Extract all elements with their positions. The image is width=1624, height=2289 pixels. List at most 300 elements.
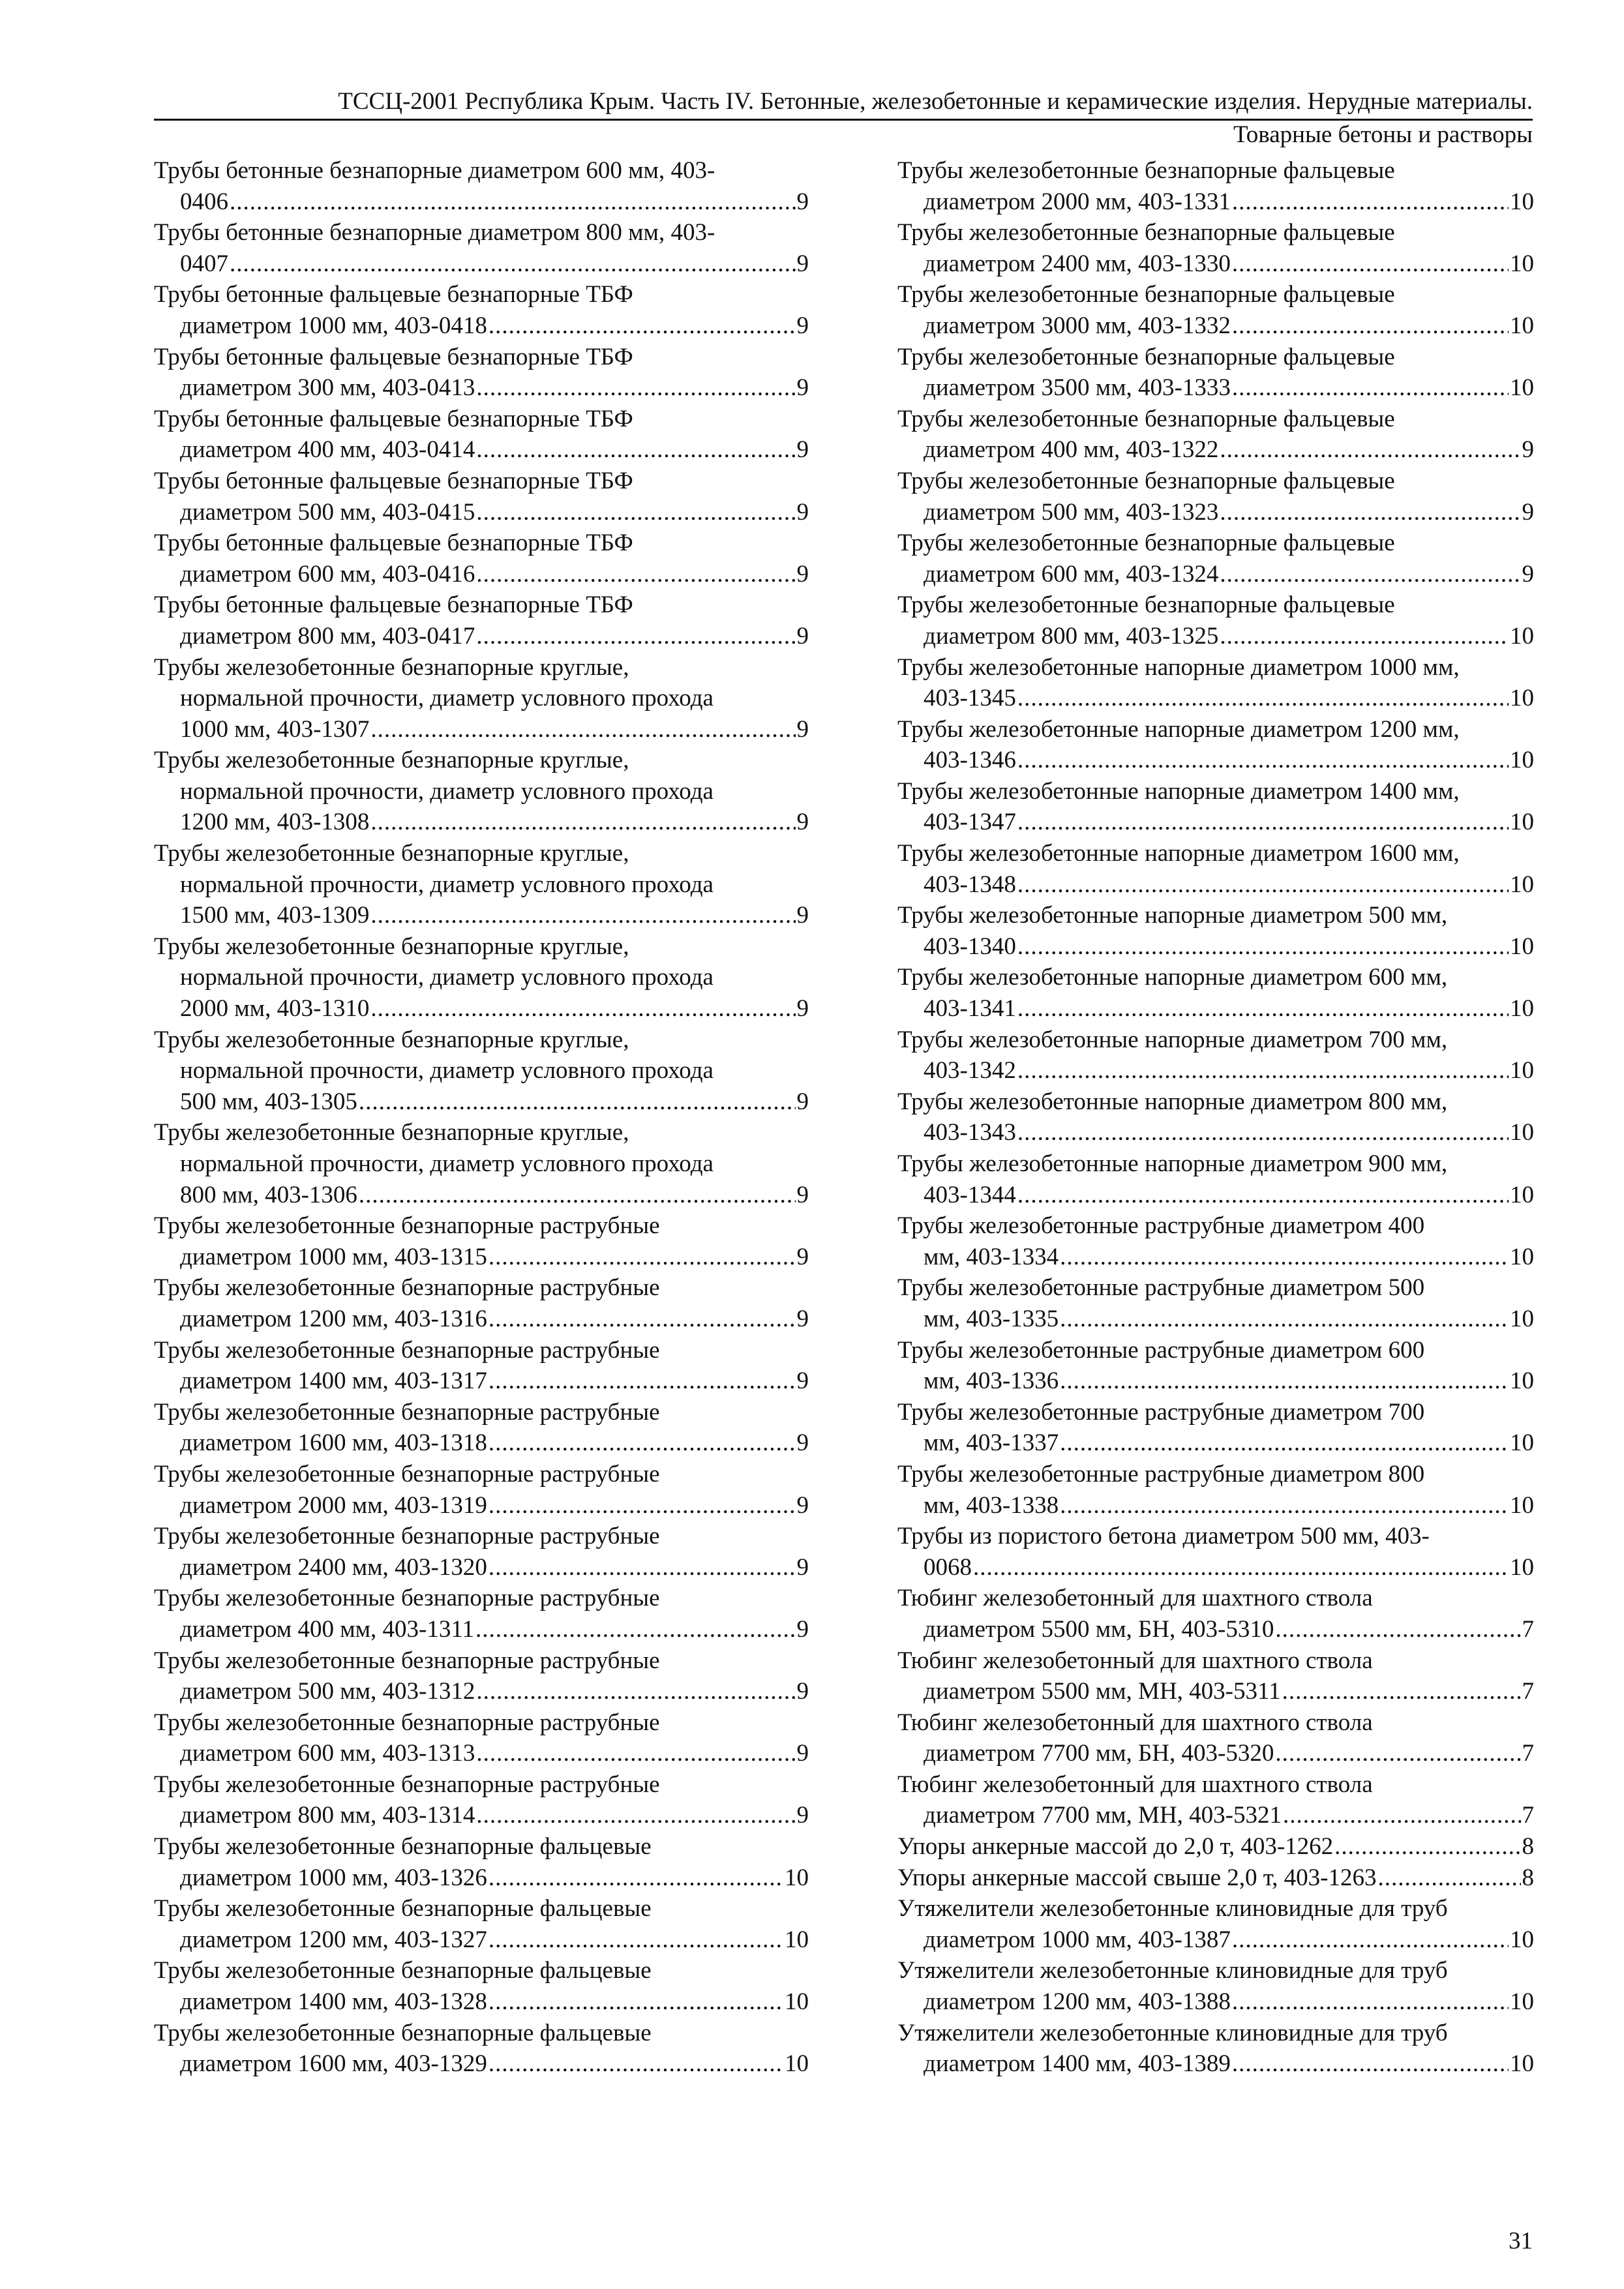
entry-text-line: диаметром 3500 мм, 403-1333 [924, 374, 1231, 402]
entry-leader-line [897, 1304, 1534, 1335]
entry-text-line: диаметром 2400 мм, 403-1320 [180, 1553, 487, 1581]
entry-leader-line [897, 807, 1534, 838]
index-entry [897, 1397, 1534, 1459]
entry-text-line: Трубы железобетонные безнапорные фальцевые [897, 281, 1395, 308]
entry-leader-line [154, 310, 809, 342]
entry-text-line: Трубы железобетонные безнапорные круглые, [154, 653, 629, 681]
entry-text-line: Трубы железобетонные безнапорные фальцевые [897, 530, 1395, 557]
entry-page-number: 9 [796, 1243, 809, 1270]
index-entry [154, 652, 809, 745]
entry-text-line: нормальной прочности, диаметр условного прохода [180, 871, 714, 898]
entry-leader-line [897, 1117, 1534, 1148]
index-entry [897, 1831, 1534, 1863]
dot-leader [1017, 1055, 1509, 1086]
entry-leader-line [154, 714, 809, 745]
entry-leader-line [154, 2048, 809, 2080]
entry-page-number: 10 [1510, 1305, 1534, 1332]
dot-leader [1017, 1117, 1509, 1148]
entry-page-number: 10 [1510, 1368, 1534, 1395]
entry-text-line: Трубы бетонные фальцевые безнапорные ТБФ [154, 530, 633, 557]
dot-leader [230, 187, 796, 218]
entry-leader-line [154, 1242, 809, 1273]
dot-leader [489, 1986, 783, 2018]
dot-leader [1060, 1304, 1509, 1335]
entry-text-line: 403-1344 [924, 1181, 1016, 1208]
dot-leader [476, 434, 795, 466]
entry-text-line: Трубы железобетонные напорные диаметром 1600 мм, [897, 840, 1460, 867]
entry-page-number: 9 [1522, 560, 1534, 588]
entry-text-line: Тюбинг железобетонный для шахтного ствола [897, 1771, 1373, 1798]
entry-text-line: Трубы железобетонные напорные диаметром 1000 мм, [897, 653, 1460, 681]
entry-text-line: Трубы железобетонные безнапорные круглые, [154, 1119, 629, 1146]
dot-leader [1232, 2048, 1509, 2080]
entry-leader-line [154, 248, 809, 280]
index-entry [897, 528, 1534, 590]
entry-text-line: Трубы железобетонные безнапорные раструбные [154, 1212, 660, 1240]
entry-text-line: 403-1345 [924, 685, 1016, 712]
index-entry [154, 279, 809, 341]
entry-leader-line [897, 621, 1534, 652]
index-entry [154, 1831, 809, 1893]
entry-leader-line [154, 559, 809, 590]
entry-text-line: диаметром 600 мм, 403-1324 [924, 560, 1219, 588]
entry-text-line: Трубы железобетонные безнапорные фальцевые [154, 1895, 652, 1922]
entry-text-line: 1500 мм, 403-1309 [180, 902, 370, 929]
dot-leader [1220, 497, 1520, 528]
entry-page-number: 7 [1522, 1678, 1534, 1705]
dot-leader [1220, 559, 1520, 590]
entry-page-number: 10 [1510, 685, 1534, 712]
index-entry [897, 1521, 1534, 1583]
entry-page-number: 9 [796, 995, 809, 1023]
index-entry [154, 528, 809, 590]
dot-leader [489, 1366, 796, 1397]
index-entry [897, 2018, 1534, 2080]
entry-page-number: 9 [796, 498, 809, 526]
index-entry [154, 838, 809, 931]
entry-text-line: диаметром 400 мм, 403-1322 [924, 436, 1219, 464]
entry-text-line: Тюбинг железобетонный для шахтного ствола [897, 1585, 1373, 1612]
entry-text-line: Упоры анкерные массой до 2,0 т, 403-1262 [897, 1833, 1334, 1861]
index-entry [154, 1955, 809, 2017]
entry-leader-line [897, 1180, 1534, 1211]
entry-leader-line [897, 745, 1534, 776]
entry-text-line: 403-1342 [924, 1057, 1016, 1085]
entry-text-line: Трубы железобетонные безнапорные раструбные [154, 1771, 660, 1798]
entry-page-number: 9 [796, 560, 809, 588]
entry-leader-line [154, 1428, 809, 1459]
entry-text-line: диаметром 3000 мм, 403-1332 [924, 312, 1231, 339]
entry-page-number: 9 [796, 1553, 809, 1581]
entry-page-number: 10 [1510, 1553, 1534, 1581]
entry-leader-line [154, 1986, 809, 2018]
entry-page-number: 10 [1510, 312, 1534, 339]
entry-text-line: диаметром 1600 мм, 403-1318 [180, 1429, 487, 1457]
entry-text-line: Трубы железобетонные безнапорные раструбные [154, 1398, 660, 1426]
entry-text-line: Трубы железобетонные безнапорные круглые, [154, 933, 629, 960]
entry-page-number: 9 [796, 250, 809, 277]
dot-leader [476, 497, 795, 528]
index-entry [897, 652, 1534, 714]
entry-text-line: Трубы бетонные безнапорные диаметром 600 мм, 403- [154, 157, 715, 184]
entry-leader-line [897, 1242, 1534, 1273]
entry-leader-line [154, 187, 809, 218]
entry-text-line: 0407 [180, 250, 228, 277]
entry-text-line: Утяжелители железобетонные клиновидные для труб [897, 1957, 1448, 1984]
index-entry [897, 1210, 1534, 1272]
header-subtitle: Товарные бетоны и растворы [1233, 121, 1533, 148]
dot-leader [1017, 993, 1509, 1025]
entry-leader-line [897, 372, 1534, 404]
entry-text-line: мм, 403-1337 [924, 1429, 1059, 1457]
dot-leader [1275, 1738, 1520, 1769]
entry-text-line: Трубы железобетонные раструбные диаметром 800 [897, 1460, 1425, 1488]
dot-leader [475, 1614, 796, 1645]
entry-text-line: 500 мм, 403-1305 [180, 1088, 357, 1115]
entry-page-number: 9 [796, 1305, 809, 1332]
dot-leader [489, 310, 796, 342]
entry-page-number: 7 [1522, 1740, 1534, 1767]
entry-text-line: Трубы железобетонные безнапорные фальцевые [897, 219, 1395, 247]
entry-text-line: 403-1341 [924, 995, 1016, 1023]
entry-leader-line [897, 187, 1534, 218]
entry-text-line: Трубы железобетонные безнапорные раструбные [154, 1585, 660, 1612]
dot-leader [973, 1552, 1509, 1583]
dot-leader [1017, 931, 1509, 963]
entry-page-number: 9 [796, 1429, 809, 1457]
entry-text-line: 800 мм, 403-1306 [180, 1181, 357, 1208]
entry-leader-line [154, 807, 809, 838]
entry-leader-line [897, 559, 1534, 590]
entry-text-line: Упоры анкерные массой свыше 2,0 т, 403-1263 [897, 1864, 1377, 1891]
dot-leader [1283, 1800, 1521, 1831]
entry-text-line: нормальной прочности, диаметр условного прохода [180, 685, 714, 712]
entry-text-line: Трубы из пористого бетона диаметром 500 мм, 403- [897, 1523, 1430, 1550]
entry-page-number: 10 [785, 1926, 809, 1953]
index-entry [154, 404, 809, 466]
index-entry [154, 931, 809, 1025]
index-entry [154, 217, 809, 279]
entry-text-line: диаметром 2000 мм, 403-1331 [924, 188, 1231, 215]
dot-leader [230, 248, 796, 280]
entry-text-line: Трубы железобетонные безнапорные фальцевые [154, 1957, 652, 1984]
entry-leader-line [897, 1490, 1534, 1521]
entry-text-line: 2000 мм, 403-1310 [180, 995, 370, 1023]
entry-leader-line [154, 372, 809, 404]
entry-text-line: Трубы железобетонные безнапорные круглые, [154, 840, 629, 867]
entry-text-line: Трубы железобетонные напорные диаметром 900 мм, [897, 1150, 1448, 1177]
entry-text-line: диаметром 1200 мм, 403-1316 [180, 1305, 487, 1332]
entry-text-line: Тюбинг железобетонный для шахтного ствола [897, 1709, 1373, 1736]
entry-page-number: 7 [1522, 1615, 1534, 1643]
entry-text-line: 403-1340 [924, 933, 1016, 960]
entry-leader-line [897, 497, 1534, 528]
dot-leader [489, 1490, 796, 1521]
entry-text-line: Тюбинг железобетонный для шахтного ствола [897, 1647, 1373, 1674]
entry-leader-line [897, 1055, 1534, 1086]
index-entry [154, 155, 809, 217]
entry-text-line: Трубы железобетонные безнапорные раструбные [154, 1523, 660, 1550]
index-entry [897, 466, 1534, 528]
index-entry [897, 1769, 1534, 1831]
index-entry [897, 1459, 1534, 1521]
index-entry [897, 1272, 1534, 1334]
dot-leader [476, 1738, 795, 1769]
entry-page-number: 10 [1510, 1057, 1534, 1085]
entry-text-line: диаметром 800 мм, 403-1325 [924, 622, 1219, 650]
dot-leader [370, 807, 795, 838]
entry-text-line: Трубы железобетонные безнапорные фальцевые [897, 157, 1395, 184]
entry-leader-line [897, 1676, 1534, 1707]
entry-text-line: диаметром 500 мм, 403-1323 [924, 498, 1219, 526]
entry-page-number: 10 [1510, 871, 1534, 898]
index-entry [897, 1148, 1534, 1210]
entry-page-number: 9 [796, 809, 809, 836]
entry-text-line: 403-1343 [924, 1119, 1016, 1146]
entry-page-number: 10 [1510, 933, 1534, 960]
entry-leader-line [154, 993, 809, 1025]
index-entry [897, 1955, 1534, 2017]
entry-page-number: 10 [1510, 1429, 1534, 1457]
dot-leader [1060, 1490, 1509, 1521]
entry-text-line: нормальной прочности, диаметр условного прохода [180, 1057, 714, 1085]
entry-page-number: 7 [1522, 1802, 1534, 1829]
entry-text-line: Трубы железобетонные раструбные диаметром 500 [897, 1274, 1425, 1302]
index-entry [154, 342, 809, 404]
entry-text-line: диаметром 1000 мм, 403-0418 [180, 312, 487, 339]
entry-text-line: Трубы железобетонные безнапорные круглые, [154, 1026, 629, 1053]
entry-text-line: диаметром 1000 мм, 403-1315 [180, 1243, 487, 1270]
entry-page-number: 9 [796, 1802, 809, 1829]
entry-leader-line [154, 497, 809, 528]
entry-text-line: мм, 403-1338 [924, 1491, 1059, 1519]
index-entry [897, 342, 1534, 404]
entry-leader-line [897, 1366, 1534, 1397]
index-entry [897, 279, 1534, 341]
entry-text-line: Трубы железобетонные безнапорные фальцевые [154, 2019, 652, 2046]
index-entry [897, 1893, 1534, 1955]
entry-text-line: диаметром 800 мм, 403-1314 [180, 1802, 475, 1829]
index-entry [897, 155, 1534, 217]
entry-page-number: 9 [796, 188, 809, 215]
index-entry [897, 776, 1534, 838]
dot-leader [1232, 248, 1509, 280]
entry-page-number: 10 [785, 1988, 809, 2016]
entry-page-number: 9 [796, 1088, 809, 1115]
entry-text-line: Трубы железобетонные безнапорные фальцевые [897, 405, 1395, 432]
entry-page-number: 9 [796, 715, 809, 743]
index-entry [897, 1645, 1534, 1707]
entry-leader-line [897, 1738, 1534, 1769]
entry-text-line: 1200 мм, 403-1308 [180, 809, 370, 836]
entry-text-line: диаметром 1000 мм, 403-1387 [924, 1926, 1231, 1953]
entry-text-line: 0406 [180, 188, 228, 215]
entry-page-number: 10 [1510, 1491, 1534, 1519]
entry-leader-line [154, 621, 809, 652]
dot-leader [489, 1428, 796, 1459]
entry-text-line: диаметром 500 мм, 403-1312 [180, 1678, 475, 1705]
entry-leader-line [154, 1738, 809, 1769]
dot-leader [489, 1552, 796, 1583]
dot-leader [1220, 434, 1520, 466]
entry-leader-line [897, 1831, 1534, 1863]
entry-text-line: диаметром 1400 мм, 403-1317 [180, 1368, 487, 1395]
dot-leader [1282, 1676, 1521, 1707]
index-entry [154, 1459, 809, 1521]
entry-page-number: 9 [796, 622, 809, 650]
entry-text-line: 0068 [924, 1553, 972, 1581]
entry-page-number: 9 [796, 1181, 809, 1208]
dot-leader [370, 900, 795, 931]
entry-text-line: Трубы бетонные безнапорные диаметром 800 мм, 403- [154, 219, 715, 247]
index-entry [154, 1335, 809, 1397]
index-entry [897, 404, 1534, 466]
entry-text-line: Трубы железобетонные напорные диаметром 700 мм, [897, 1026, 1448, 1053]
entry-leader-line [154, 1676, 809, 1707]
entry-page-number: 10 [1510, 1181, 1534, 1208]
entry-text-line: Трубы бетонные фальцевые безнапорные ТБФ [154, 405, 633, 432]
index-entry [154, 1583, 809, 1645]
entry-leader-line [897, 1986, 1534, 2018]
dot-leader [370, 993, 795, 1025]
entry-page-number: 10 [785, 1864, 809, 1891]
entry-text-line: 1000 мм, 403-1307 [180, 715, 370, 743]
index-entry [154, 1117, 809, 1210]
dot-leader [370, 714, 795, 745]
entry-page-number: 9 [796, 312, 809, 339]
entry-page-number: 9 [796, 1615, 809, 1643]
entry-page-number: 10 [1510, 747, 1534, 774]
dot-leader [476, 1800, 795, 1831]
entry-page-number: 9 [796, 902, 809, 929]
entry-text-line: диаметром 1600 мм, 403-1329 [180, 2050, 487, 2078]
entry-text-line: Трубы бетонные фальцевые безнапорные ТБФ [154, 343, 633, 370]
entry-text-line: Трубы железобетонные раструбные диаметром 600 [897, 1336, 1425, 1364]
entry-text-line: диаметром 500 мм, 403-0415 [180, 498, 475, 526]
entry-text-line: диаметром 5500 мм, БН, 403-5310 [924, 1615, 1274, 1643]
dot-leader [489, 1863, 783, 1894]
index-entry [154, 590, 809, 651]
page-number: 31 [1509, 2228, 1533, 2254]
dot-leader [1060, 1428, 1509, 1459]
entry-text-line: мм, 403-1334 [924, 1243, 1059, 1270]
entry-page-number: 10 [1510, 1243, 1534, 1270]
dot-leader [476, 621, 795, 652]
entry-leader-line [897, 1863, 1534, 1894]
entry-page-number: 9 [796, 1368, 809, 1395]
entry-leader-line [897, 869, 1534, 901]
entry-page-number: 10 [1510, 622, 1534, 650]
index-entry [154, 1769, 809, 1831]
dot-leader [489, 1924, 783, 1956]
dot-leader [1060, 1242, 1509, 1273]
index-entry [154, 1272, 809, 1334]
dot-leader [489, 2048, 783, 2080]
entry-page-number: 10 [1510, 2050, 1534, 2078]
entry-text-line: нормальной прочности, диаметр условного прохода [180, 777, 714, 805]
entry-page-number: 10 [1510, 188, 1534, 215]
dot-leader [1232, 372, 1509, 404]
index-entry [154, 1893, 809, 1955]
index-column-left [154, 155, 809, 2080]
dot-leader [1220, 621, 1509, 652]
entry-text-line: диаметром 400 мм, 403-0414 [180, 436, 475, 464]
dot-leader [1017, 1180, 1509, 1211]
index-entry [154, 745, 809, 838]
entry-leader-line [897, 248, 1534, 280]
entry-leader-line [154, 1924, 809, 1956]
entry-page-number: 10 [1510, 1119, 1534, 1146]
dot-leader [359, 1180, 796, 1211]
entry-text-line: Трубы железобетонные безнапорные круглые, [154, 747, 629, 774]
entry-leader-line [897, 1428, 1534, 1459]
entry-page-number: 9 [796, 1491, 809, 1519]
entry-text-line: Трубы железобетонные безнапорные раструбные [154, 1274, 660, 1302]
entry-page-number: 9 [796, 436, 809, 464]
dot-leader [1017, 869, 1509, 901]
entry-page-number: 10 [1510, 809, 1534, 836]
entry-leader-line [897, 931, 1534, 963]
entry-leader-line [154, 1552, 809, 1583]
entry-leader-line [897, 1614, 1534, 1645]
entry-text-line: Трубы железобетонные безнапорные раструбные [154, 1336, 660, 1364]
entry-text-line: Трубы железобетонные безнапорные фальцевые [897, 591, 1395, 619]
entry-text-line: диаметром 1400 мм, 403-1328 [180, 1988, 487, 2016]
dot-leader [1232, 187, 1509, 218]
entry-page-number: 10 [785, 2050, 809, 2078]
entry-text-line: Трубы железобетонные безнапорные фальцевые [897, 343, 1395, 370]
index-entry [897, 838, 1534, 900]
entry-text-line: мм, 403-1335 [924, 1305, 1059, 1332]
index-entry [154, 466, 809, 528]
entry-text-line: диаметром 300 мм, 403-0413 [180, 374, 475, 402]
dot-leader [1017, 807, 1509, 838]
entry-text-line: Утяжелители железобетонные клиновидные для труб [897, 1895, 1448, 1922]
dot-leader [1232, 1924, 1509, 1956]
entry-leader-line [897, 1552, 1534, 1583]
dot-leader [359, 1086, 796, 1118]
entry-text-line: диаметром 2000 мм, 403-1319 [180, 1491, 487, 1519]
entry-text-line: диаметром 800 мм, 403-0417 [180, 622, 475, 650]
index-entry [897, 217, 1534, 279]
entry-leader-line [154, 1086, 809, 1118]
running-header [154, 86, 1533, 149]
entry-text-line: Трубы железобетонные безнапорные раструбные [154, 1460, 660, 1488]
entry-text-line: Трубы бетонные фальцевые безнапорные ТБФ [154, 281, 633, 308]
index-entry [154, 1025, 809, 1118]
entry-page-number: 9 [1522, 498, 1534, 526]
entry-text-line: Трубы железобетонные напорные диаметром 600 мм, [897, 964, 1448, 991]
header-title: ТССЦ-2001 Республика Крым. Часть IV. Бетонные, железобетонные и керамические изделия. Нерудные материалы. [338, 88, 1533, 115]
entry-page-number: 10 [1510, 1926, 1534, 1953]
entry-leader-line [897, 993, 1534, 1025]
entry-text-line: нормальной прочности, диаметр условного прохода [180, 1150, 714, 1177]
entry-leader-line [154, 1366, 809, 1397]
entry-text-line: диаметром 2400 мм, 403-1330 [924, 250, 1231, 277]
dot-leader [476, 372, 795, 404]
index-entry [897, 1707, 1534, 1769]
entry-page-number: 9 [796, 1678, 809, 1705]
index-entry [154, 1521, 809, 1583]
entry-text-line: диаметром 7700 мм, МН, 403-5321 [924, 1802, 1282, 1829]
entry-leader-line [154, 1304, 809, 1335]
entry-page-number: 10 [1510, 250, 1534, 277]
entry-leader-line [154, 1614, 809, 1645]
entry-page-number: 9 [796, 1740, 809, 1767]
entry-leader-line [897, 434, 1534, 466]
entry-text-line: Трубы железобетонные напорные диаметром 1400 мм, [897, 777, 1460, 805]
index-entry [897, 900, 1534, 962]
